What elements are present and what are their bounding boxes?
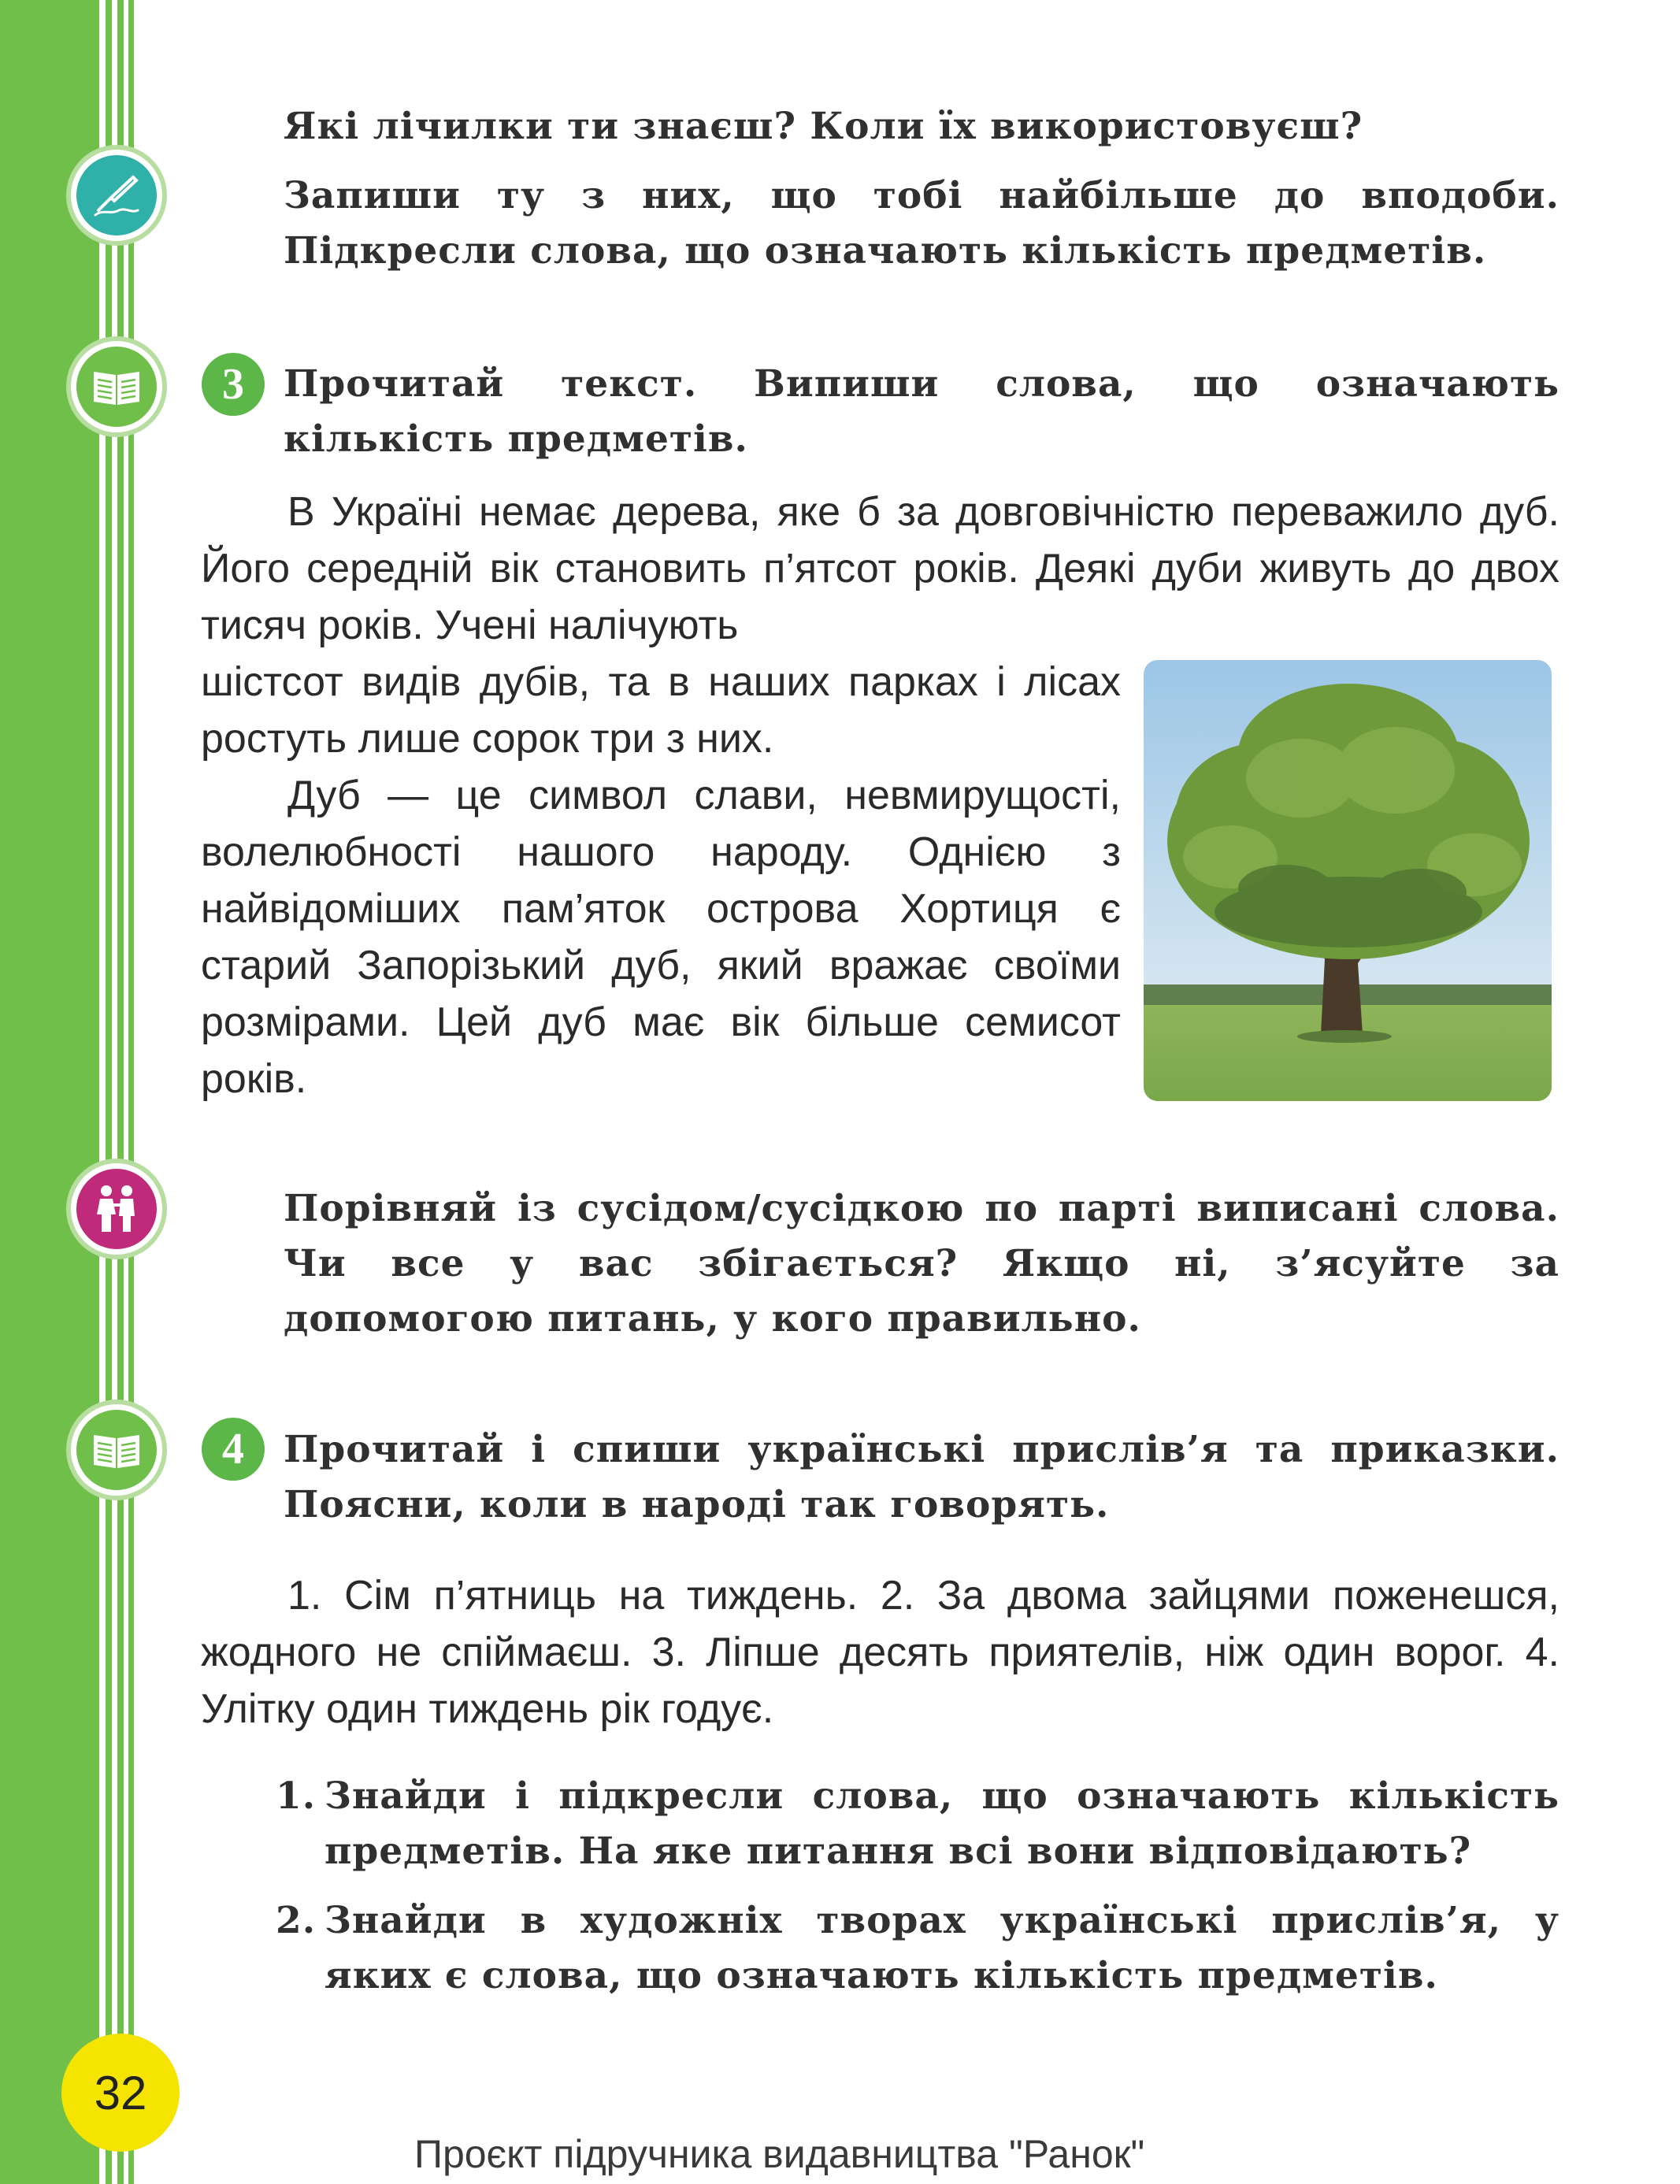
writing-instruction: Запиши ту з них, що тобі найбільше до вподоби. Підкресли слова, що означають кількість предметів. xyxy=(284,174,1559,273)
question-text: Які лічилки ти знаєш? Коли їх використовуєш? xyxy=(284,105,1363,148)
list-item xyxy=(276,1769,1559,1879)
question-number: 1. xyxy=(276,1774,317,1818)
two-children-icon xyxy=(71,1163,162,1255)
questions-list xyxy=(276,1769,1559,2018)
sidebar-line xyxy=(99,0,106,2184)
sidebar-line xyxy=(134,0,139,2184)
question-text: Знайди і підкресли слова, що означають кількість предметів. На яке питання всі вони відповідають? xyxy=(325,1774,1559,1873)
sidebar-line xyxy=(124,0,128,2184)
sidebar-line xyxy=(112,0,117,2184)
question-text: Знайди в художніх творах українські прислів’я, у яких є слова, що означають кількість предметів. xyxy=(325,1899,1559,1997)
pen-writing-icon xyxy=(71,150,162,241)
task3-instruction: Прочитай текст. Випиши слова, що означають кількість предметів. xyxy=(284,362,1559,461)
pair-task-text: Порівняй із сусідом/сусідкою по парті виписані слова. Чи все у вас збігається? Якщо ні, з’ясуйте за допомогою питань, у кого правильно. xyxy=(284,1187,1559,1340)
footer-text: Проєкт підручника видавництва "Ранок" xyxy=(414,2132,1145,2176)
task-number-badge: 3 xyxy=(202,353,265,416)
sidebar-stripe xyxy=(0,0,139,2184)
task-number-badge: 4 xyxy=(202,1418,265,1481)
proverbs-text: 1. Сім п’ятниць на тиждень. 2. За двома зайцями поженешся, жодного не спіймаєш. 3. Ліпше десять приятелів, ніж один ворог. 4. Улітку один тиждень рік годує. xyxy=(201,1573,1559,1732)
task4-instruction: Прочитай і спиши українські прислів’я та приказки. Поясни, коли в народі так говорять. xyxy=(284,1428,1559,1526)
question-number: 2. xyxy=(276,1899,317,1942)
open-book-icon xyxy=(71,1404,162,1496)
task3-paragraph-side: шістсот видів дубів, та в наших парках і лісах ростуть лише сорок три з них. xyxy=(201,659,1121,762)
oak-tree-photo xyxy=(1144,660,1552,1101)
task3-paragraph-top: В Україні немає дерева, яке б за довговічністю переважило дуб. Його середній вік становить п’ятсот років. Деякі дуби живуть до двох тисяч років. Учені налічують xyxy=(201,489,1559,648)
task3-paragraph-oak: Дуб — це символ слави, невмирущості, волелюбності нашого народу. Однією з найвідоміших пам’яток острова Хортиця є старий Запорізький дуб, який вражає своїми розмірами. Цей дуб має вік більше семисот років. xyxy=(201,773,1121,1102)
open-book-icon xyxy=(71,341,162,432)
page-number: 32 xyxy=(61,2034,180,2152)
list-item xyxy=(276,1893,1559,2004)
